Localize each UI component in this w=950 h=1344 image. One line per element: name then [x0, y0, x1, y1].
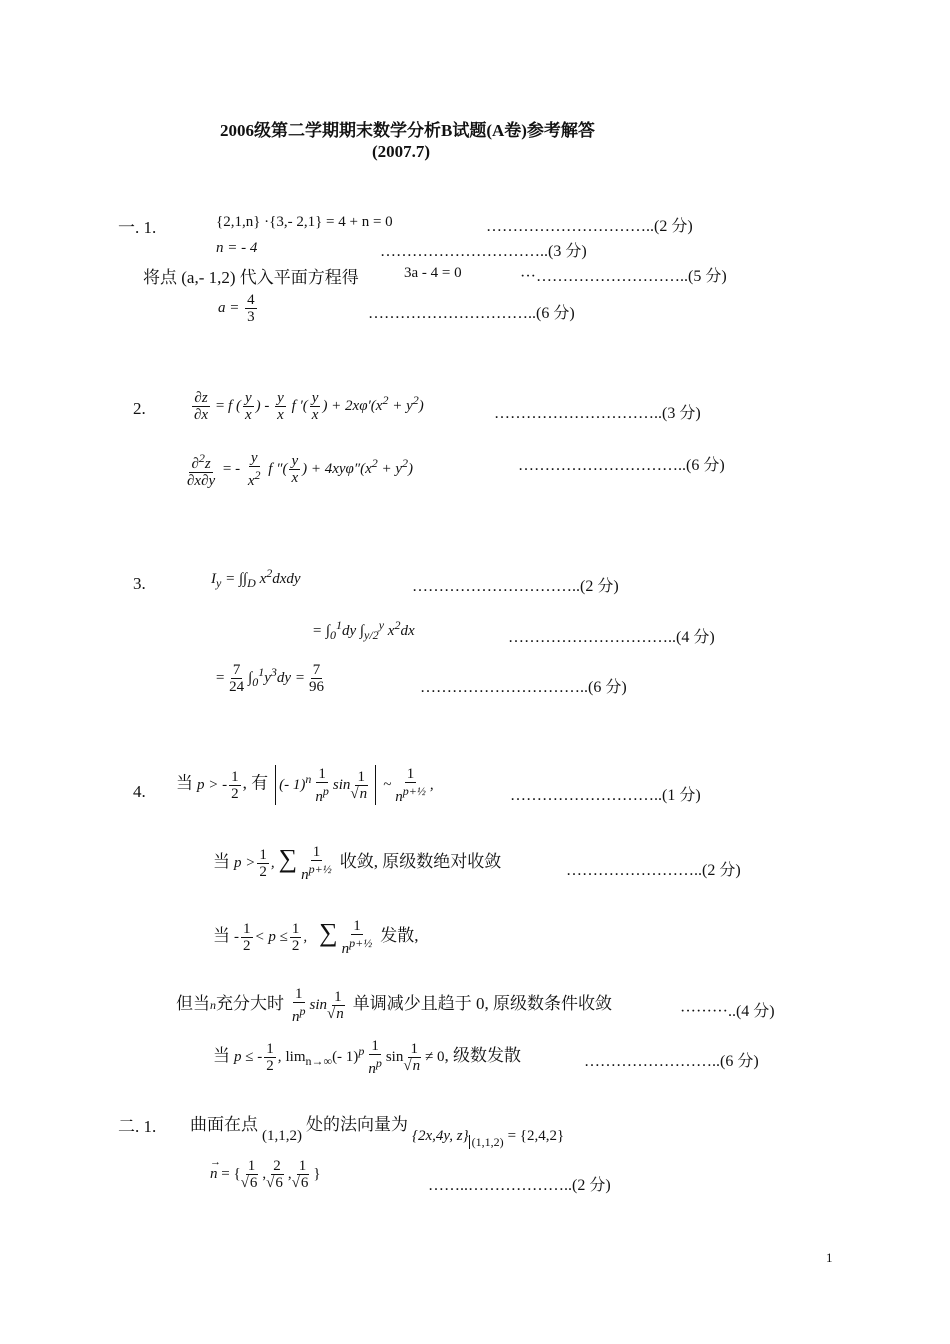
- q3-frac1-num: 7: [232, 662, 241, 678]
- q4-l5-text-b: , 级数发散: [444, 1045, 522, 1065]
- q1-line3-eq: 3a - 4 = 0: [404, 265, 462, 281]
- p2-l1-text-b: 处的法向量为: [306, 1115, 408, 1134]
- p2-line1: [190, 1110, 565, 1149]
- q3-label: 3.: [133, 574, 146, 593]
- q1-eq4-left: a =: [218, 299, 240, 316]
- q2-eq1: $\frac{\partial z}{\partial x}$ = f ( $\frac{y}{x}$ ) - $\frac{y}{x}$ f ′( $\frac{y}{x}$ ) + $2x\varphi'(x^2 + y^2)$: [194, 390, 424, 423]
- p2-l1-result: = {2,4,2}: [507, 1128, 565, 1144]
- q3-eq2: = $\int_0^1dy$ $\int_{y/2}^y$ $x^2dx$: [312, 618, 415, 642]
- section-label-part2: 二. 1.: [118, 1117, 157, 1136]
- q3-eq1: $I_y = \int\int_D$ $x^2dxdy$: [211, 566, 301, 590]
- q4-l2-text-a: 当: [213, 852, 230, 871]
- q4-line5: 当 p ≤ - $\frac{1}{2}$ , $\lim_{n\to\infty}(-$ 1)$^p$ $\frac{1}{n^p}$ sin 1 √ n ≠ 0, 级数发散: [213, 1038, 521, 1077]
- p2-l1-sub: (1,1,2): [469, 1135, 504, 1149]
- p2-l1-text-a: 曲面在点: [190, 1115, 258, 1134]
- q1-eq4-den: 3: [247, 309, 255, 325]
- q4-l1-text-a: 当: [176, 773, 193, 793]
- q4-l5-score: ……………………..(6 分): [584, 1053, 759, 1070]
- q4-l3-text-b: 发散,: [380, 926, 419, 945]
- q2-score2: …………………………..(6 分): [518, 457, 725, 474]
- q1-eq1-score: …………………………..(2 分): [486, 218, 693, 235]
- document-date: (2007.7): [372, 142, 431, 161]
- page-number: 1: [826, 1250, 833, 1265]
- q4-l1-score: ………………………..(1 分): [510, 787, 701, 804]
- q1-eq2-score: …………………………..(3 分): [380, 243, 587, 260]
- q4-l4-score: ·········..(4 分): [680, 1003, 775, 1020]
- p2-l1-point: (1,1,2): [262, 1128, 302, 1144]
- q1-line3-text: 将点 (a,- 1,2) 代入平面方程得: [143, 268, 359, 287]
- q4-l4-text-c: 单调减少且趋于 0, 原级数条件收敛: [352, 993, 612, 1013]
- q4-l4-text-n: n: [210, 997, 216, 1012]
- q4-line3: 当 - $\frac{1}{2}$ < p ≤ $\frac{1}{2}$ , ∑ $\frac{1}{n^{p+\frac{1}{2}}}$ 发散,: [213, 918, 419, 958]
- section-label-part1: 一. 1.: [118, 218, 157, 237]
- q3-score2: …………………………..(4 分): [508, 629, 715, 646]
- p2-normal-vector: n → = { 1 √ 6 , 2 √ 6 , 1 √ 6 }: [210, 1158, 321, 1191]
- q1-eq4-score: …………………………..(6 分): [368, 305, 575, 322]
- document-title: 2006级第二学期期末数学分析B试题(A卷)参考解答: [220, 121, 595, 140]
- q3-eq3: = $\frac{7}{24}$ $\int_0^1y^3dy$ = $\frac{7}{96}$: [215, 662, 324, 695]
- q1-eq4: [218, 292, 259, 325]
- q4-line4: 但当n充分大时 $\frac{1}{n^p}$ sin 1 √ n 单调减少且趋于 0, 原级数条件收敛: [176, 986, 612, 1025]
- q4-line2: 当 p > $\frac{1}{2}$ , ∑ $\frac{1}{n^{p+\frac{1}{2}}}$ 收敛, 原级数绝对收敛: [213, 844, 502, 884]
- q3-frac2-num: 7: [312, 662, 321, 678]
- q3-frac2-den: 96: [308, 679, 324, 695]
- q2-label: 2.: [133, 399, 146, 418]
- q4-l5-text-a: 当: [213, 1045, 230, 1065]
- q4-line1: 当 p > - $\frac{1}{2}$ , 有 (- 1)$^n$ $\frac{1}{n^p}$ sin 1 √ n ~ $\frac{1}{n^{p+\frac{1}{2}}}$ ,: [176, 765, 434, 805]
- p2-l2-score: ……..………………..(2 分): [428, 1177, 611, 1194]
- q4-l2-text-b: 收敛, 原级数绝对收敛: [339, 852, 502, 871]
- q3-score1: …………………………..(2 分): [412, 578, 619, 595]
- q4-l4-text-a: 但当: [176, 993, 210, 1013]
- q1-line3-score: ···………………………..(5 分): [520, 268, 727, 285]
- q4-l3-text-a: 当: [213, 926, 230, 945]
- q3-score3: …………………………..(6 分): [420, 679, 627, 696]
- q2-eq2: $\frac{\partial^2z}{\partial x\partial y}$ = - $\frac{y}{x^2}$ f ″( $\frac{y}{x}$ ) + $4xy\varphi''(x^2 + y^2)$: [187, 450, 414, 489]
- q4-l4-text-b: 充分大时: [216, 993, 284, 1013]
- q4-l2-score: ……………………..(2 分): [566, 862, 741, 879]
- q4-label: 4.: [133, 782, 146, 801]
- p2-l1-eq: {2x,4y, z}: [412, 1128, 469, 1144]
- q1-eq2: n = - 4: [216, 240, 258, 256]
- q1-eq1: {2,1,n} ·{3,- 2,1} = 4 + n = 0: [216, 214, 393, 230]
- q1-eq4-num: 4: [247, 292, 255, 308]
- q1-eq4-fraction: [245, 292, 257, 325]
- q4-l1-text-b: , 有: [242, 773, 269, 793]
- q2-score1: …………………………..(3 分): [494, 405, 701, 422]
- q3-frac1-den: 24: [229, 679, 245, 695]
